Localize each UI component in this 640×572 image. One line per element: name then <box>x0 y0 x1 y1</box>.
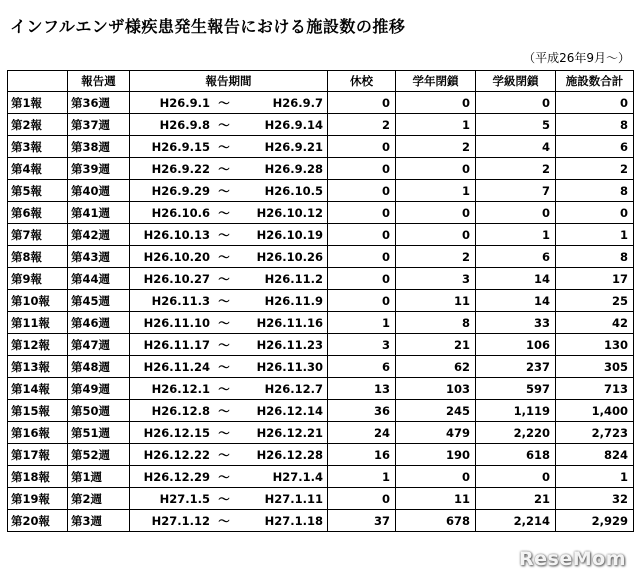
report-week: 第52週 <box>68 444 130 466</box>
period-start: H26.10.6 <box>151 205 210 220</box>
total-facilities-count: 17 <box>556 268 634 290</box>
report-period <box>130 114 328 136</box>
period-end: H26.11.23 <box>256 337 323 352</box>
report-period <box>130 378 328 400</box>
grade-closure-count: 62 <box>396 356 476 378</box>
report-number: 第19報 <box>8 488 68 510</box>
period-separator: ～ <box>218 381 230 396</box>
total-facilities-count: 305 <box>556 356 634 378</box>
facility-count-table <box>7 70 634 532</box>
school-closure-count: 0 <box>328 158 396 180</box>
period-separator: ～ <box>218 95 230 110</box>
report-number: 第5報 <box>8 180 68 202</box>
table-row <box>8 268 634 290</box>
grade-closure-count: 2 <box>396 246 476 268</box>
school-closure-count: 2 <box>328 114 396 136</box>
period-start: H26.10.20 <box>143 249 210 264</box>
school-closure-count: 6 <box>328 356 396 378</box>
table-row <box>8 290 634 312</box>
grade-closure-count: 190 <box>396 444 476 466</box>
period-separator: ～ <box>218 469 230 484</box>
report-number: 第10報 <box>8 290 68 312</box>
school-closure-count: 37 <box>328 510 396 532</box>
header-school-closure: 休校 <box>328 71 396 92</box>
school-closure-count: 0 <box>328 180 396 202</box>
report-period <box>130 136 328 158</box>
report-period <box>130 290 328 312</box>
report-number: 第2報 <box>8 114 68 136</box>
report-number: 第8報 <box>8 246 68 268</box>
report-week: 第41週 <box>68 202 130 224</box>
grade-closure-count: 0 <box>396 158 476 180</box>
table-row <box>8 488 634 510</box>
period-start: H26.11.10 <box>143 315 210 330</box>
report-number: 第14報 <box>8 378 68 400</box>
report-period <box>130 180 328 202</box>
report-week: 第37週 <box>68 114 130 136</box>
table-row <box>8 114 634 136</box>
period-separator: ～ <box>218 491 230 506</box>
total-facilities-count: 1 <box>556 224 634 246</box>
period-end: H26.11.9 <box>264 293 323 308</box>
total-facilities-count: 130 <box>556 334 634 356</box>
total-facilities-count: 25 <box>556 290 634 312</box>
report-number: 第12報 <box>8 334 68 356</box>
class-closure-count: 21 <box>476 488 556 510</box>
period-end: H26.10.26 <box>256 249 323 264</box>
school-closure-count: 0 <box>328 268 396 290</box>
school-closure-count: 1 <box>328 312 396 334</box>
page-title: インフルエンザ様疾患発生報告における施設数の推移 <box>10 17 406 36</box>
period-end: H26.11.30 <box>256 359 323 374</box>
period-start: H26.11.3 <box>151 293 210 308</box>
total-facilities-count: 0 <box>556 92 634 114</box>
header-grade-closure: 学年閉鎖 <box>396 71 476 92</box>
period-end: H26.12.28 <box>256 447 323 462</box>
class-closure-count: 2 <box>476 158 556 180</box>
period-end: H26.12.14 <box>256 403 323 418</box>
grade-closure-count: 0 <box>396 92 476 114</box>
table-row <box>8 422 634 444</box>
period-end: H27.1.11 <box>264 491 323 506</box>
grade-closure-count: 678 <box>396 510 476 532</box>
report-week: 第42週 <box>68 224 130 246</box>
report-number: 第20報 <box>8 510 68 532</box>
report-number: 第1報 <box>8 92 68 114</box>
report-week: 第47週 <box>68 334 130 356</box>
table-row <box>8 400 634 422</box>
report-week: 第51週 <box>68 422 130 444</box>
period-end: H26.10.12 <box>256 205 323 220</box>
table-row <box>8 136 634 158</box>
grade-closure-count: 479 <box>396 422 476 444</box>
class-closure-count: 4 <box>476 136 556 158</box>
table-row <box>8 510 634 532</box>
period-end: H26.9.7 <box>272 95 323 110</box>
report-week: 第43週 <box>68 246 130 268</box>
school-closure-count: 24 <box>328 422 396 444</box>
period-separator: ～ <box>218 447 230 462</box>
period-start: H26.9.15 <box>151 139 210 154</box>
report-period <box>130 444 328 466</box>
total-facilities-count: 6 <box>556 136 634 158</box>
watermark-logo: ReseMom <box>519 548 626 570</box>
report-number: 第13報 <box>8 356 68 378</box>
total-facilities-count: 8 <box>556 114 634 136</box>
report-week: 第39週 <box>68 158 130 180</box>
class-closure-count: 14 <box>476 268 556 290</box>
report-period <box>130 246 328 268</box>
grade-closure-count: 11 <box>396 488 476 510</box>
period-end: H26.12.7 <box>264 381 323 396</box>
class-closure-count: 0 <box>476 202 556 224</box>
table-row <box>8 444 634 466</box>
class-closure-count: 597 <box>476 378 556 400</box>
table-row <box>8 312 634 334</box>
class-closure-count: 237 <box>476 356 556 378</box>
class-closure-count: 0 <box>476 92 556 114</box>
period-start: H26.9.8 <box>159 117 210 132</box>
period-end: H26.10.5 <box>264 183 323 198</box>
school-closure-count: 0 <box>328 290 396 312</box>
period-start: H27.1.12 <box>151 513 210 528</box>
report-period <box>130 158 328 180</box>
period-separator: ～ <box>218 337 230 352</box>
table-row <box>8 378 634 400</box>
report-number: 第17報 <box>8 444 68 466</box>
period-start: H26.10.27 <box>143 271 210 286</box>
period-separator: ～ <box>218 293 230 308</box>
class-closure-count: 6 <box>476 246 556 268</box>
table-row <box>8 158 634 180</box>
school-closure-count: 36 <box>328 400 396 422</box>
total-facilities-count: 1,400 <box>556 400 634 422</box>
grade-closure-count: 8 <box>396 312 476 334</box>
class-closure-count: 33 <box>476 312 556 334</box>
period-start: H26.12.22 <box>143 447 210 462</box>
table-row <box>8 202 634 224</box>
table-row <box>8 246 634 268</box>
header-total-facilities: 施設数合計 <box>556 71 634 92</box>
report-period <box>130 92 328 114</box>
report-period <box>130 488 328 510</box>
report-week: 第45週 <box>68 290 130 312</box>
period-separator: ～ <box>218 183 230 198</box>
class-closure-count: 5 <box>476 114 556 136</box>
period-separator: ～ <box>218 425 230 440</box>
grade-closure-count: 21 <box>396 334 476 356</box>
table-header-row <box>8 71 634 92</box>
period-separator: ～ <box>218 513 230 528</box>
total-facilities-count: 42 <box>556 312 634 334</box>
report-week: 第48週 <box>68 356 130 378</box>
period-separator: ～ <box>218 205 230 220</box>
report-period <box>130 356 328 378</box>
report-number: 第3報 <box>8 136 68 158</box>
grade-closure-count: 245 <box>396 400 476 422</box>
total-facilities-count: 1 <box>556 466 634 488</box>
report-week: 第2週 <box>68 488 130 510</box>
report-period <box>130 224 328 246</box>
school-closure-count: 3 <box>328 334 396 356</box>
school-closure-count: 16 <box>328 444 396 466</box>
period-separator: ～ <box>218 359 230 374</box>
report-number: 第15報 <box>8 400 68 422</box>
class-closure-count: 1 <box>476 224 556 246</box>
period-start: H26.11.24 <box>143 359 210 374</box>
grade-closure-count: 1 <box>396 180 476 202</box>
table-row <box>8 466 634 488</box>
grade-closure-count: 0 <box>396 202 476 224</box>
report-period <box>130 466 328 488</box>
total-facilities-count: 8 <box>556 246 634 268</box>
report-period <box>130 312 328 334</box>
report-week: 第3週 <box>68 510 130 532</box>
period-end: H27.1.18 <box>264 513 323 528</box>
class-closure-count: 618 <box>476 444 556 466</box>
period-end: H26.11.16 <box>256 315 323 330</box>
period-separator: ～ <box>218 315 230 330</box>
grade-closure-count: 11 <box>396 290 476 312</box>
total-facilities-count: 2 <box>556 158 634 180</box>
period-start: H26.10.13 <box>143 227 210 242</box>
class-closure-count: 2,220 <box>476 422 556 444</box>
date-range-note: （平成26年9月～） <box>523 51 630 65</box>
school-closure-count: 0 <box>328 246 396 268</box>
school-closure-count: 0 <box>328 224 396 246</box>
grade-closure-count: 3 <box>396 268 476 290</box>
period-end: H27.1.4 <box>272 469 323 484</box>
report-period <box>130 422 328 444</box>
class-closure-count: 106 <box>476 334 556 356</box>
grade-closure-count: 103 <box>396 378 476 400</box>
period-separator: ～ <box>218 403 230 418</box>
school-closure-count: 0 <box>328 202 396 224</box>
period-separator: ～ <box>218 227 230 242</box>
header-report-period: 報告期間 <box>130 71 328 92</box>
period-start: H26.12.29 <box>143 469 210 484</box>
header-report-week: 報告週 <box>68 71 130 92</box>
period-end: H26.12.21 <box>256 425 323 440</box>
period-end: H26.11.2 <box>264 271 323 286</box>
report-number: 第6報 <box>8 202 68 224</box>
report-week: 第38週 <box>68 136 130 158</box>
total-facilities-count: 2,723 <box>556 422 634 444</box>
period-start: H26.9.22 <box>151 161 210 176</box>
report-number: 第9報 <box>8 268 68 290</box>
class-closure-count: 14 <box>476 290 556 312</box>
school-closure-count: 0 <box>328 488 396 510</box>
period-start: H26.9.29 <box>151 183 210 198</box>
period-start: H26.11.17 <box>143 337 210 352</box>
period-start: H26.9.1 <box>159 95 210 110</box>
period-separator: ～ <box>218 271 230 286</box>
report-week: 第1週 <box>68 466 130 488</box>
period-end: H26.9.21 <box>264 139 323 154</box>
school-closure-count: 0 <box>328 136 396 158</box>
total-facilities-count: 824 <box>556 444 634 466</box>
school-closure-count: 0 <box>328 92 396 114</box>
table-row <box>8 334 634 356</box>
grade-closure-count: 2 <box>396 136 476 158</box>
period-separator: ～ <box>218 117 230 132</box>
period-start: H26.12.15 <box>143 425 210 440</box>
report-number: 第7報 <box>8 224 68 246</box>
period-start: H26.12.1 <box>151 381 210 396</box>
report-week: 第50週 <box>68 400 130 422</box>
total-facilities-count: 0 <box>556 202 634 224</box>
period-end: H26.10.19 <box>256 227 323 242</box>
total-facilities-count: 32 <box>556 488 634 510</box>
class-closure-count: 0 <box>476 466 556 488</box>
school-closure-count: 1 <box>328 466 396 488</box>
period-start: H27.1.5 <box>159 491 210 506</box>
report-week: 第36週 <box>68 92 130 114</box>
table-row <box>8 224 634 246</box>
header-class-closure: 学級閉鎖 <box>476 71 556 92</box>
table-body <box>8 92 634 532</box>
report-period <box>130 202 328 224</box>
total-facilities-count: 8 <box>556 180 634 202</box>
report-period <box>130 400 328 422</box>
period-separator: ～ <box>218 161 230 176</box>
table-row <box>8 356 634 378</box>
table-row <box>8 92 634 114</box>
report-week: 第40週 <box>68 180 130 202</box>
period-end: H26.9.14 <box>264 117 323 132</box>
class-closure-count: 7 <box>476 180 556 202</box>
grade-closure-count: 0 <box>396 224 476 246</box>
total-facilities-count: 713 <box>556 378 634 400</box>
period-start: H26.12.8 <box>151 403 210 418</box>
class-closure-count: 2,214 <box>476 510 556 532</box>
period-end: H26.9.28 <box>264 161 323 176</box>
report-number: 第18報 <box>8 466 68 488</box>
class-closure-count: 1,119 <box>476 400 556 422</box>
report-week: 第46週 <box>68 312 130 334</box>
report-week: 第49週 <box>68 378 130 400</box>
report-period <box>130 268 328 290</box>
total-facilities-count: 2,929 <box>556 510 634 532</box>
report-number: 第4報 <box>8 158 68 180</box>
grade-closure-count: 1 <box>396 114 476 136</box>
grade-closure-count: 0 <box>396 466 476 488</box>
report-period <box>130 510 328 532</box>
report-number: 第16報 <box>8 422 68 444</box>
table-row <box>8 180 634 202</box>
period-separator: ～ <box>218 249 230 264</box>
period-separator: ～ <box>218 139 230 154</box>
report-number: 第11報 <box>8 312 68 334</box>
school-closure-count: 13 <box>328 378 396 400</box>
report-week: 第44週 <box>68 268 130 290</box>
header-blank <box>8 71 68 92</box>
report-period <box>130 334 328 356</box>
